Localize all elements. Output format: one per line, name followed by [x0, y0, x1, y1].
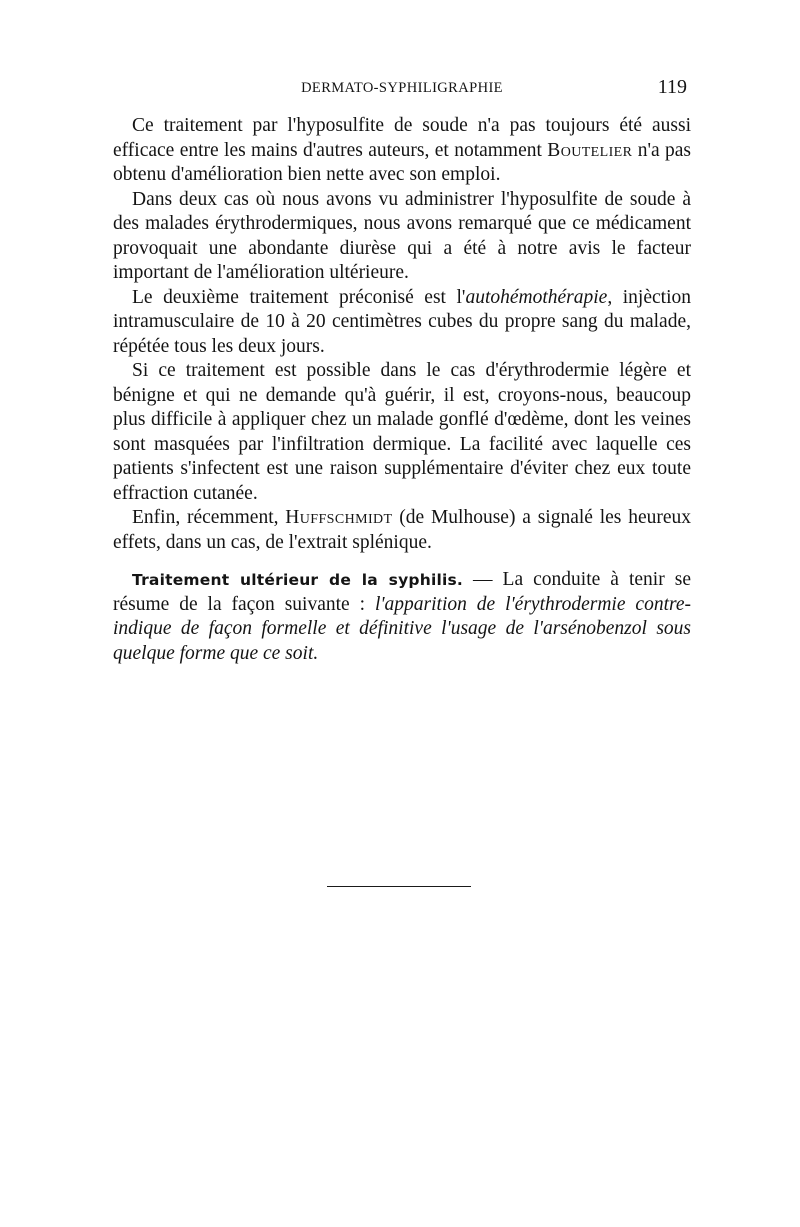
paragraph-text: Enfin, récemment,	[132, 507, 286, 528]
section-lead: — La conduite à tenir se résume de la façon suivante :	[113, 569, 691, 615]
paragraph-text: n'a pas obtenu d'amélioration bien nette avec son emploi.	[113, 139, 691, 185]
paragraph-text: (de Mulhouse) a signalé les heureux effets, dans un cas, de l'extrait splénique.	[113, 507, 691, 553]
paragraph-boutelier	[113, 114, 691, 188]
running-head	[113, 76, 691, 100]
page-number: 119	[657, 76, 687, 98]
section-heading: Traitement ultérieur de la syphilis.	[132, 571, 463, 589]
section-conclusion: l'apparition de l'érythrodermie contre-indique de façon formelle et définitive l'usage de l'arsénobenzol sous quelque forme que ce soit.	[113, 593, 691, 664]
paragraph-text: Ce traitement par l'hyposulfite de soude n'a pas toujours été aussi efficace entre les mains d'autres auteurs, et notamment	[113, 115, 691, 161]
body-text	[113, 114, 691, 666]
running-title: DERMATO-SYPHILIGRAPHIE	[301, 80, 503, 96]
paragraph-erythrodermie: Si ce traitement est possible dans le cas d'érythrodermie légère et bénigne et qui ne demande qu'à guérir, il est, croyons-nous, beaucoup plus difficile à appliquer chez un malade gonflé d'œdème, dont les veines sont masquées par l'infiltration dermique. La facilité avec laquelle ces patients s'infectent est une raison supplémentaire d'éviter chez eux toute effraction cutanée.	[113, 360, 691, 504]
paragraph-autohemotherapie	[113, 286, 691, 360]
paragraph-hyposulfite: Dans deux cas où nous avons vu administrer l'hyposulfite de soude à des malades érythrodermiques, nous avons remarqué que ce médicament provoquait une abondante diurèse qui a été à notre avis le facteur important de l'amélioration ultérieure.	[113, 188, 691, 283]
paragraph-text: Le deuxième traitement préconisé est l'	[132, 286, 466, 308]
paragraph-text: , injèction intramusculaire de 10 à 20 centimètres cubes du propre sang du malade, répétée tous les deux jours.	[113, 286, 691, 357]
term-autohemotherapie: autohémothérapie	[465, 286, 608, 308]
end-rule	[327, 886, 471, 887]
author-name-boutelier: Boutelier	[547, 139, 633, 161]
paragraph-huffschmidt	[113, 506, 691, 555]
author-name-huffschmidt: Huffschmidt	[285, 507, 393, 528]
section-syphilis	[113, 568, 691, 666]
